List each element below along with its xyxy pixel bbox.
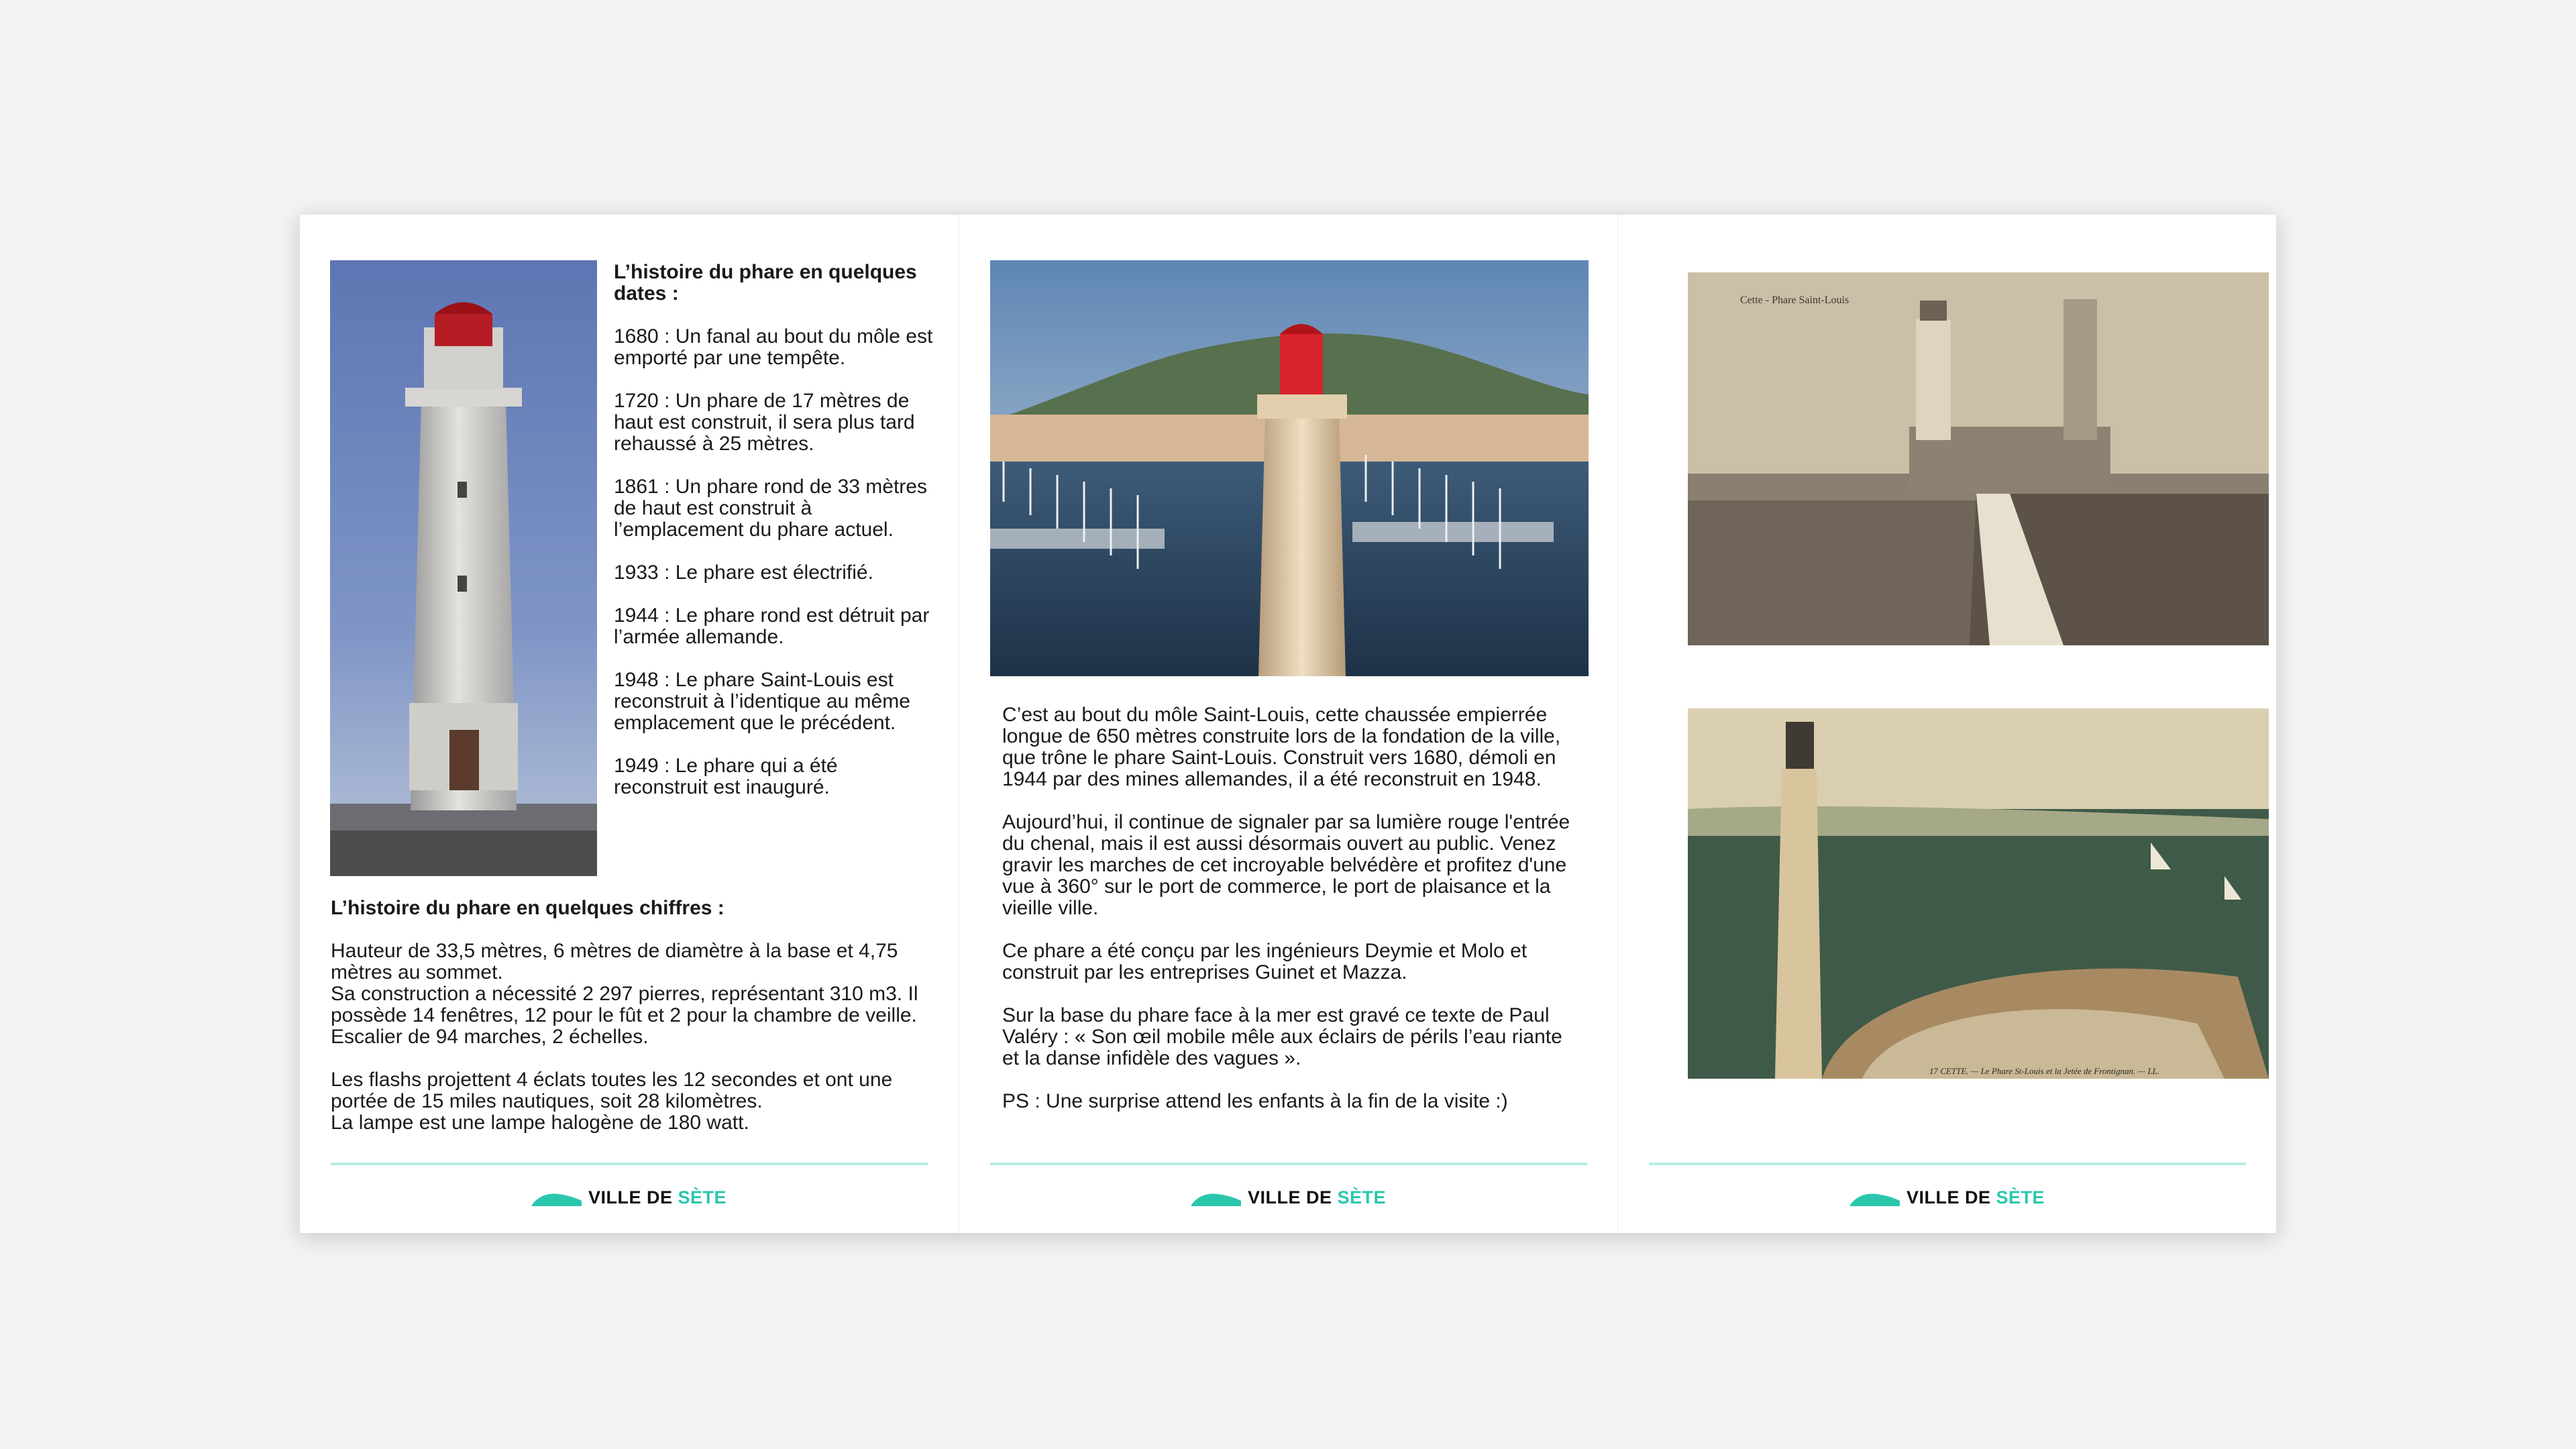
date-item: 1720 : Un phare de 17 mètres de haut est construit, il sera plus tard rehaussé à 25 mètres.: [614, 390, 915, 455]
postcard2-caption: 17 CETTE. — Le Phare St-Louis et la Jetée de Frontignan. — LL.: [1929, 1066, 2160, 1076]
figures-line: La lampe est une lampe halogène de 180 watt.: [331, 1112, 749, 1134]
description-paragraph: Sur la base du phare face à la mer est gravé ce texte de Paul Valéry : « Son œil mobile mêle aux éclairs de périls l’eau riante et la danse infidèle des vagues ».: [1002, 1004, 1562, 1069]
brand-logo: VILLE DE SÈTE: [300, 1187, 959, 1208]
date-item: 1949 : Le phare qui a été reconstruit est inauguré.: [614, 755, 838, 798]
figures-line: Les flashs projettent 4 éclats toutes les 12 secondes et ont une portée de 15 miles nautiques, soit 28 kilomètres.: [331, 1069, 893, 1112]
lighthouse-harbour-photo: [990, 260, 1589, 676]
description-paragraph: Ce phare a été conçu par les ingénieurs Deymie et Molo et construit par les entreprises Guinet et Mazza.: [1002, 940, 1527, 983]
footer-rule: [990, 1163, 1587, 1165]
wave-logo-icon: [1191, 1191, 1241, 1206]
brand-logo: VILLE DE SÈTE: [959, 1187, 1618, 1208]
date-item: 1933 : Le phare est électrifié.: [614, 561, 873, 584]
postcard-colour: [1688, 708, 2269, 1079]
date-item: 1861 : Un phare rond de 33 mètres de haut est construit à l’emplacement du phare actuel.: [614, 476, 927, 541]
brand-logo: VILLE DE SÈTE: [1618, 1187, 2277, 1208]
postcard-sepia: [1688, 272, 2269, 645]
figures-line: Sa construction a nécessité 2 297 pierres, représentant 310 m3. Il possède 14 fenêtres, 12 pour le fût et 2 pour la chambre de veille. Escalier de 94 marches, 2 échelles.: [331, 983, 918, 1048]
footer-rule: [1649, 1163, 2246, 1165]
description-paragraph: Aujourd’hui, il continue de signaler par sa lumière rouge l'entrée du chenal, mais il est aussi désormais ouvert au public. Venez gravir les marches de cet incroyable belvédère et profitez d'une vue à 360° sur le port de commerce, le port de plaisance et la vieille ville.: [1002, 811, 1570, 919]
panel-postcards: [1617, 215, 2277, 1233]
brochure-sheet: [300, 215, 2276, 1233]
wave-logo-icon: [532, 1191, 582, 1206]
description-paragraph: C’est au bout du môle Saint-Louis, cette chaussée empierrée longue de 650 mètres construite lors de la fondation de la ville, que trône le phare Saint-Louis. Construit vers 1680, démoli en 1944 par des mines allemandes, il a été reconstruit en 1948.: [1002, 704, 1561, 790]
date-item: 1948 : Le phare Saint-Louis est reconstruit à l’identique au même emplacement que le précédent.: [614, 669, 910, 734]
description-paragraph: PS : Une surprise attend les enfants à la fin de la visite :): [1002, 1090, 1508, 1112]
figures-line: Hauteur de 33,5 mètres, 6 mètres de diamètre à la base et 4,75 mètres au sommet.: [331, 940, 898, 983]
wave-logo-icon: [1850, 1191, 1900, 1206]
panel-history: [300, 215, 959, 1233]
footer-rule: [331, 1163, 928, 1165]
panel-description: [959, 215, 1618, 1233]
dates-heading: L’histoire du phare en quelques dates :: [614, 261, 917, 305]
figures-heading: L’histoire du phare en quelques chiffres :: [331, 897, 724, 919]
postcard1-caption: Cette - Phare Saint-Louis: [1740, 294, 1849, 306]
lighthouse-photo-tall: [330, 260, 597, 876]
date-item: 1944 : Le phare rond est détruit par l’armée allemande.: [614, 604, 930, 648]
date-item: 1680 : Un fanal au bout du môle est emporté par une tempête.: [614, 325, 933, 369]
